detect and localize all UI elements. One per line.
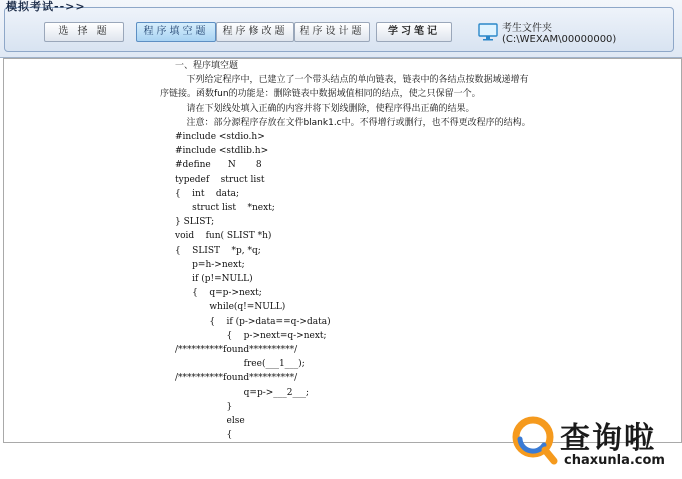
candidate-folder[interactable] bbox=[478, 20, 668, 44]
question-line: } SLIST; bbox=[175, 217, 215, 228]
monitor-icon bbox=[478, 23, 498, 41]
candidate-folder-label: 考生文件夹 (C:\WEXAM\00000000) bbox=[502, 23, 617, 45]
question-line: /**********found**********/ bbox=[175, 373, 298, 384]
question-line: p=h->next; bbox=[175, 259, 245, 270]
question-line: while(q!=NULL) bbox=[175, 302, 286, 313]
question-line: #define N 8 bbox=[175, 160, 262, 171]
question-line: { p->next=q->next; bbox=[175, 330, 327, 341]
question-content-pane[interactable] bbox=[3, 58, 682, 468]
tab-design-program[interactable]: 程序设计题 bbox=[294, 22, 370, 42]
question-line: void fun( SLIST *h) bbox=[175, 231, 272, 242]
question-line: if (p!=NULL) bbox=[175, 274, 253, 284]
exam-toolbar bbox=[0, 0, 682, 58]
question-line: } bbox=[175, 401, 233, 412]
question-line: #include <stdio.h> bbox=[175, 132, 265, 142]
question-line: { q=p->next; bbox=[175, 288, 262, 299]
question-line: typedef struct list bbox=[175, 174, 265, 185]
tab-multiple-choice[interactable]: 选 择 题 bbox=[44, 22, 124, 42]
question-line: { SLIST *p, *q; bbox=[175, 245, 261, 256]
tab-fill-in-program[interactable]: 程序填空题 bbox=[136, 22, 216, 42]
question-line: /**********found**********/ bbox=[175, 345, 298, 355]
watermark-brand-text: 查询啦 bbox=[560, 421, 656, 456]
watermark-url-text: chaxunla.com bbox=[564, 453, 665, 468]
question-line: { if (p->data==q->data) bbox=[175, 316, 331, 327]
mock-exam-title: 模拟考试-->> bbox=[6, 0, 86, 13]
question-line: 请在下划线处填入正确的内容并将下划线删除，使程序得出正确的结果。 bbox=[175, 103, 475, 114]
question-line: else bbox=[175, 416, 245, 426]
question-line: { int data; bbox=[175, 188, 240, 199]
search-logo-icon bbox=[508, 409, 560, 475]
question-line: 下列给定程序中，已建立了一个带头结点的单向链表，链表中的各结点按数据域递增有 bbox=[175, 75, 529, 86]
question-line: 序链接。函数fun的功能是：删除链表中数据域值相同的结点，使之只保留一个。 bbox=[160, 89, 481, 100]
question-line: 一、程序填空题 bbox=[175, 61, 239, 71]
tab-fix-program[interactable]: 程序修改题 bbox=[216, 22, 294, 42]
question-line: free(___1___); bbox=[175, 359, 305, 370]
chaxunla-watermark bbox=[508, 409, 676, 479]
question-line: struct list *next; bbox=[175, 203, 275, 213]
question-line: q=p->___2___; bbox=[175, 387, 310, 398]
question-line: { bbox=[175, 430, 233, 441]
tab-study-notes[interactable]: 学习笔记 bbox=[376, 22, 452, 42]
question-line: 注意：部分源程序存放在文件blank1.c中。不得增行或删行，也不得更改程序的结构。 bbox=[175, 117, 531, 128]
question-line: #include <stdlib.h> bbox=[175, 146, 269, 157]
